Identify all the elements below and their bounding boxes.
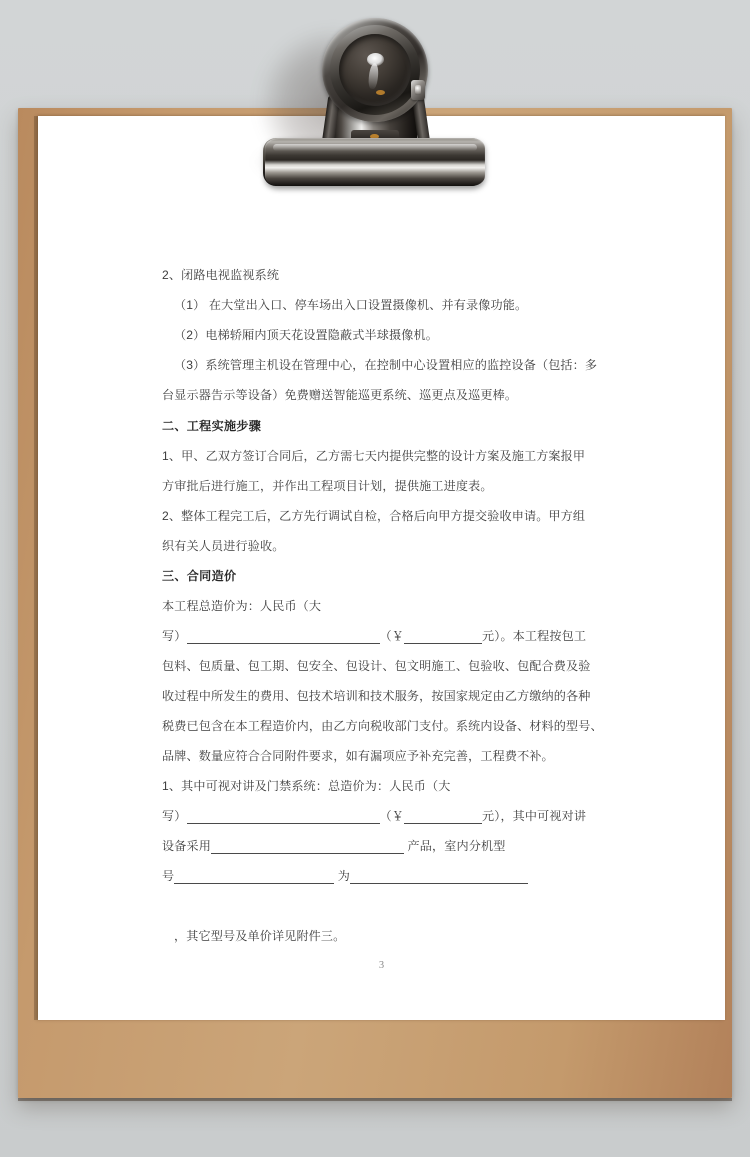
blank-model-value[interactable] (350, 871, 528, 884)
blank-intercom-amount-chinese[interactable] (187, 811, 380, 824)
fill-line-suffix: 产品，室内分机型 (407, 839, 506, 853)
fill-line-equipment-brand (162, 839, 607, 854)
paragraph-total-price-intro: 本工程总造价为：人民币（大 (162, 599, 322, 613)
fill-line-prefix: 写） (162, 809, 187, 823)
heading-section-three: 三、合同造价 (162, 569, 237, 583)
paragraph-other-models: ，其它型号及单价详见附件三。 (174, 929, 346, 943)
paragraph-cctv-item-3-line1: （3）系统管理主机设在管理中心，在控制中心设置相应的监控设备（包括：多 (174, 358, 598, 372)
fill-line-model-number (162, 869, 607, 884)
fill-line-mid: （￥ (379, 809, 404, 823)
paragraph-scope-line2: 收过程中所发生的费用、包技术培训和技术服务，按国家规定由乙方缴纳的各种 (162, 689, 591, 703)
blank-equipment-brand[interactable] (211, 841, 404, 854)
fill-line-prefix: 写） (162, 629, 187, 643)
blank-indoor-unit-model[interactable] (174, 871, 334, 884)
page-number: 3 (378, 960, 385, 971)
paragraph-cctv-item-1: （1） 在大堂出入口、停车场出入口设置摄像机、并有录像功能。 (174, 298, 528, 312)
document-text-area (38, 116, 725, 1020)
paragraph-step-2-line2: 织有关人员进行验收。 (162, 539, 285, 553)
blank-amount-numeric[interactable] (404, 631, 482, 644)
paragraph-scope-line1: 包料、包质量、包工期、包安全、包设计、包文明施工、包验收、包配合费及验 (162, 659, 591, 673)
paragraph-cctv-heading: 2、闭路电视监视系统 (162, 268, 280, 282)
clip-lever-tab (411, 80, 425, 100)
heading-section-two: 二、工程实施步骤 (162, 419, 262, 433)
fill-line-suffix: 元），其中可视对讲 (482, 809, 587, 823)
fill-line-prefix: 设备采用 (162, 839, 211, 853)
paragraph-step-1-line1: 1、甲、乙双方签订合同后，乙方需七天内提供完整的设计方案及施工方案报甲 (162, 449, 586, 463)
fill-line-intercom-price (162, 809, 607, 824)
paragraph-cctv-item-2: （2）电梯轿厢内顶天花设置隐蔽式半球摄像机。 (174, 328, 438, 342)
fill-line-suffix: 元）。本工程按包工 (482, 629, 587, 643)
paragraph-scope-line4: 品牌、数量应符合合同附件要求，如有漏项应予补充完善，工程费不补。 (162, 749, 554, 763)
paragraph-step-1-line2: 方审批后进行施工，并作出工程项目计划，提供施工进度表。 (162, 479, 493, 493)
paragraph-intercom-intro: 1、其中可视对讲及门禁系统：总造价为：人民币（大 (162, 779, 451, 793)
fill-line-mid: 为 (337, 869, 351, 883)
blank-amount-chinese[interactable] (187, 631, 380, 644)
fill-line-prefix: 号 (162, 869, 175, 883)
blank-intercom-amount-numeric[interactable] (404, 811, 482, 824)
paragraph-scope-line3: 税费已包含在本工程造价内，由乙方向税收部门支付。系统内设备、材料的型号、 (162, 719, 603, 733)
paragraph-step-2-line1: 2、整体工程完工后，乙方先行调试自检，合格后向甲方提交验收申请。甲方组 (162, 509, 586, 523)
paragraph-cctv-item-3-line2: 台显示器告示等设备）免费赠送智能巡更系统、巡更点及巡更棒。 (162, 388, 518, 402)
fill-line-total-price (162, 629, 607, 644)
fill-line-mid: （￥ (379, 629, 404, 643)
